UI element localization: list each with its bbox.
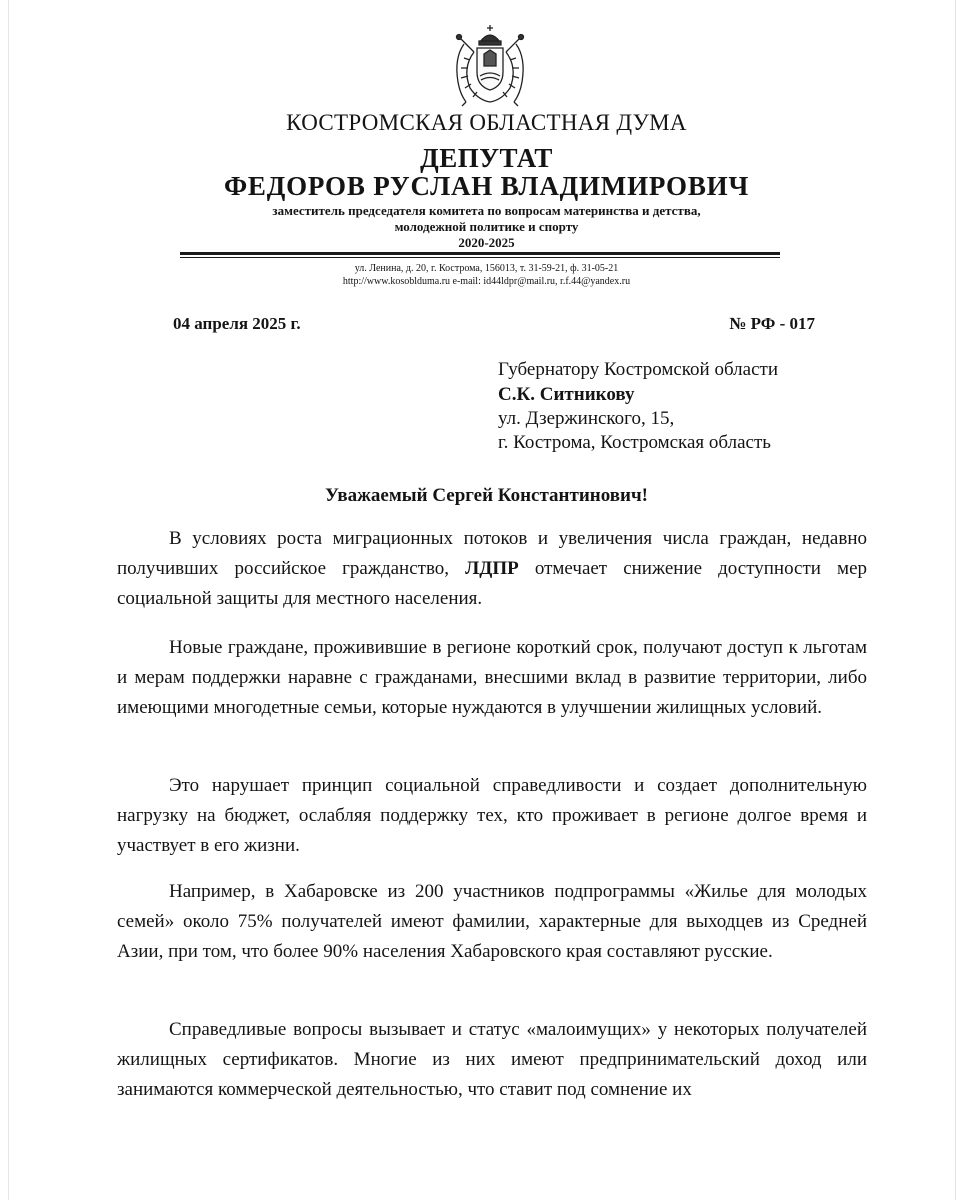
organization-name: КОСТРОМСКАЯ ОБЛАСТНАЯ ДУМА (286, 110, 687, 135)
contact-web-email: http://www.kosoblduma.ru e-mail: id44ldpr@mail.ru, r.f.44@yandex.ru (342, 276, 631, 287)
paragraph-1 (117, 524, 867, 614)
deputy-name: ФЕДОРОВ РУСЛАН ВЛАДИМИРОВИЧ (223, 171, 750, 201)
paragraph-1-end: отмечает снижение доступности мер социальной защиты для местного населения. (117, 558, 868, 609)
term-years: 2020-2025 (458, 235, 515, 250)
paragraph-2-text: Новые граждане, проживившие в регионе короткий срок, получают доступ к льготам и мерам поддержки наравне с гражданами, внесшими вклад в развитие территории, либо имеющими многодетные семьи, которые нуждаются в улучшении жилищных условий. (117, 637, 867, 718)
recipient-position: Губернатору Костромской области (498, 359, 778, 380)
paragraph-4 (117, 877, 867, 967)
recipient-city: г. Кострома, Костромская область (498, 432, 771, 453)
header-divider-thick (180, 252, 780, 255)
deputy-title: ДЕПУТАТ (420, 143, 553, 173)
position-line-1: заместитель председателя комитета по вопросам материнства и детства, (272, 203, 701, 218)
party-name: ЛДПР (465, 558, 519, 579)
recipient-name: С.К. Ситникову (498, 384, 635, 405)
position-line-2: молодежной политике и спорту (394, 219, 579, 234)
paragraph-2 (117, 633, 867, 723)
reference-number: № РФ - 017 (729, 314, 815, 333)
paragraph-3 (117, 771, 867, 861)
paragraph-5-text: Справедливые вопросы вызывает и статус «малоимущих» у некоторых получателей жилищных сертификатов. Многие из них имеют предпринимательский доход или занимаются коммерческой деятельностью, что ставит под сомнение их (117, 1019, 867, 1100)
paragraph-5 (117, 1015, 867, 1105)
coat-of-arms-icon (444, 22, 536, 108)
salutation: Уважаемый Сергей Константинович! (324, 485, 649, 506)
header-divider-thin (180, 257, 780, 258)
paragraph-3-text: Это нарушает принцип социальной справедливости и создает дополнительную нагрузку на бюджет, ослабляя поддержку тех, кто проживает в регионе долгое время и участвует в его жизни. (117, 775, 867, 856)
paragraph-4-text: Например, в Хабаровске из 200 участников подпрограммы «Жилье для молодых семей» около 75% получателей имеют фамилии, характерные для выходцев из Средней Азии, при том, что более 90% населения Хабаровского края составляют русские. (117, 881, 867, 962)
letter-date: 04 апреля 2025 г. (173, 314, 301, 333)
recipient-street: ул. Дзержинского, 15, (498, 408, 675, 429)
paragraph-1-start: В условиях роста миграционных потоков и увеличения числа граждан, недавно получивших российское гражданство, (117, 528, 867, 579)
contact-address: ул. Ленина, д. 20, г. Кострома, 156013, т. 31-59-21, ф. 31-05-21 (354, 263, 619, 274)
